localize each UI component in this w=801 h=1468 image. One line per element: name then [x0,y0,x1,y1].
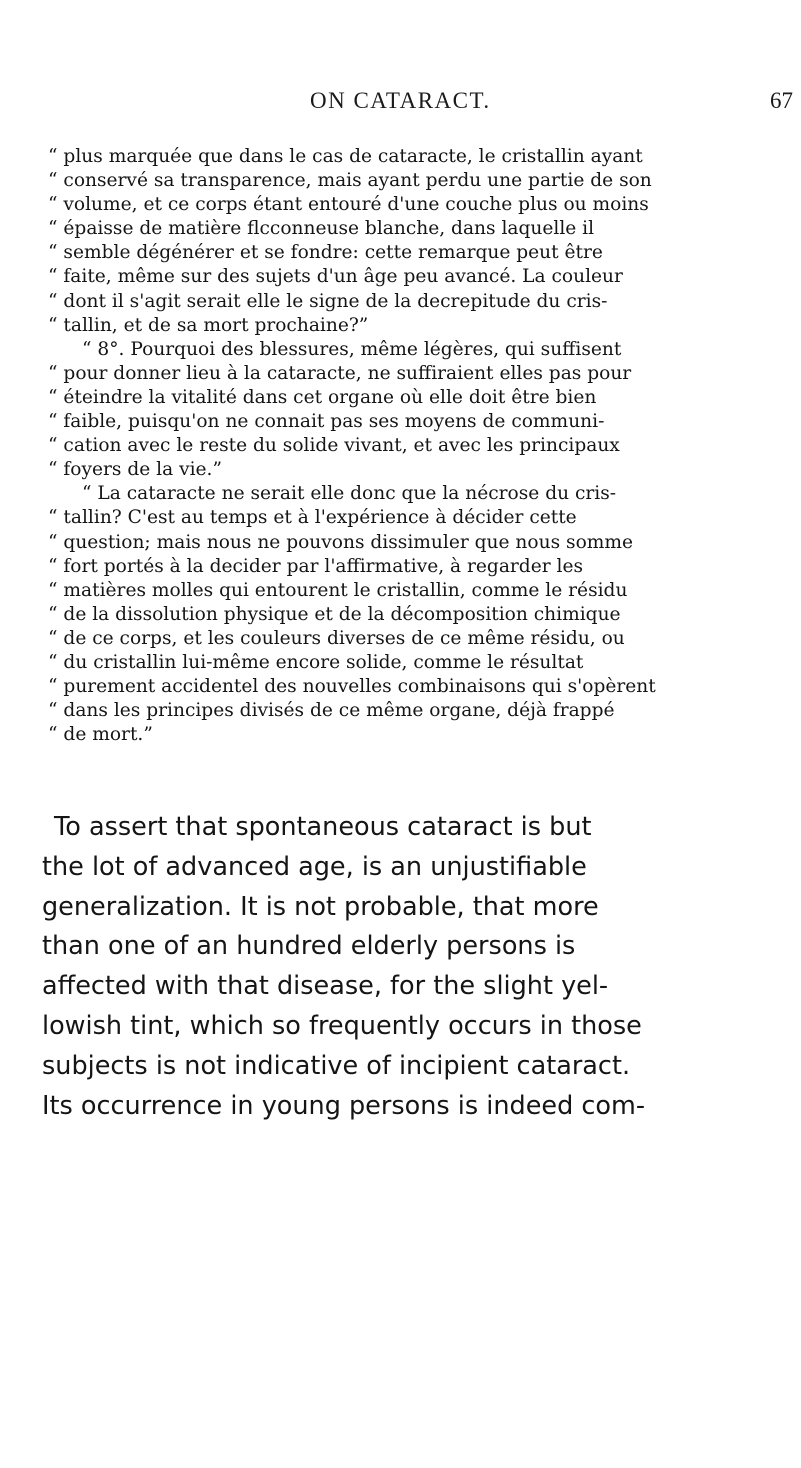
quote-line: “ plus marquée que dans le cas de cataracte, le cristallin ayant [48,146,643,167]
body-line: than one of an hundred elderly persons is [42,931,576,962]
body-line: Its occurrence in young persons is indeed com- [42,1090,646,1121]
quote-line: “ purement accidentel des nouvelles combinaisons qui s'opèrent [48,676,656,698]
quote-line: “ faible, puisqu'on ne connait pas ses moyens de communi- [48,411,605,433]
english-body-paragraph [42,808,794,1126]
quote-line: “ épaisse de matière flcconneuse blanche, dans laquelle il [48,218,595,240]
running-head [0,88,801,122]
french-quotation-block [48,145,790,747]
quote-line: “ dans les principes divisés de ce même organe, déjà frappé [48,700,615,722]
quote-line: “ tallin, et de sa mort prochaine?” [48,314,369,336]
quote-paragraph-start: “ La cataracte ne serait elle donc que la nécrose du cris- [82,483,617,505]
quote-line: “ pour donner lieu à la cataracte, ne suffiraient elles pas pour [48,362,632,384]
body-line: affected with that disease, for the slight yel- [42,971,609,1002]
quote-line: “ dont il s'agit serait elle le signe de la decrepitude du cris- [48,290,608,312]
quote-line: “ conservé sa transparence, mais ayant perdu une partie de son [48,170,652,192]
quote-paragraph-start: “ 8°. Pourquoi des blessures, même légères, qui suffisent [82,338,622,360]
quote-line: “ volume, et ce corps étant entouré d'une couche plus ou moins [48,194,649,216]
body-line: subjects is not indicative of incipient cataract. [42,1050,631,1081]
running-title: ON CATARACT. [310,88,491,113]
quote-line: “ matières molles qui entourent le cristallin, comme le résidu [48,579,628,601]
quote-line: “ foyers de la vie.” [48,459,222,481]
quote-line: “ question; mais nous ne pouvons dissimuler que nous somme [48,531,634,553]
quote-line: “ de mort.” [48,724,153,746]
page-number: 67 [770,88,793,113]
quote-line: “ éteindre la vitalité dans cet organe où elle doit être bien [48,386,597,408]
quote-line: “ semble dégénérer et se fondre: cette remarque peut être [48,242,603,264]
body-line: To assert that spontaneous cataract is but [54,812,592,842]
quote-line: “ fort portés à la decider par l'affirmative, à regarder les [48,555,583,577]
quote-line: “ tallin? C'est au temps et à l'expérience à décider cette [48,507,577,529]
quote-line: “ de la dissolution physique et de la décomposition chimique [48,603,621,625]
body-line: generalization. It is not probable, that more [42,891,599,922]
body-line: lowish tint, which so frequently occurs in those [42,1010,642,1041]
quote-line: “ de ce corps, et les couleurs diverses de ce même résidu, ou [48,627,625,649]
quote-line: “ faite, même sur des sujets d'un âge peu avancé. La couleur [48,266,623,288]
quote-line: “ du cristallin lui-même encore solide, comme le résultat [48,651,584,673]
body-line: the lot of advanced age, is an unjustifiable [42,851,587,882]
quote-line: “ cation avec le reste du solide vivant, et avec les principaux [48,435,620,457]
